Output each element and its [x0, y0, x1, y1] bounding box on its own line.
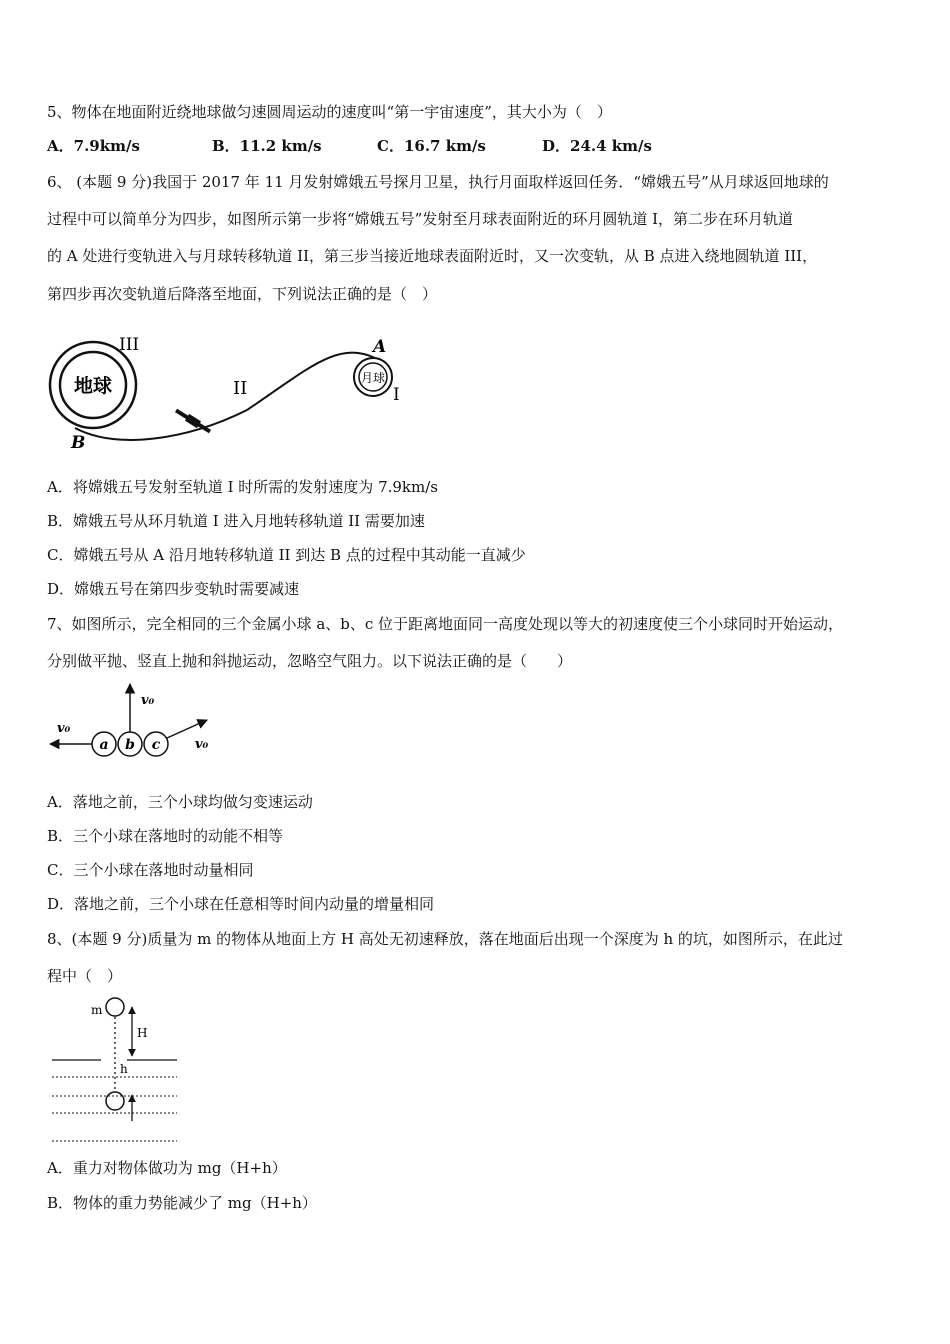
velocity-up-label: v₀: [141, 693, 155, 708]
q5-option-b: B．11.2 km/s: [212, 137, 322, 155]
q6-stem-line-3: 的 A 处进行变轨进入与月球转移轨道 II，第三步当接近地球表面附近时，又一次变轨，从 B 点进入绕地圆轨道 III，: [47, 247, 818, 265]
q6-stem-line-1: 6、 (本题 9 分)我国于 2017 年 11 月发射嫦娥五号探月卫星，执行月面取样返回任务．“嫦娥五号”从月球返回地球的: [47, 173, 829, 191]
q6-option-c: C．嫦娥五号从 A 沿月地转移轨道 II 到达 B 点的过程中其动能一直减少: [47, 546, 526, 564]
ball-a-label: a: [99, 737, 109, 753]
q7-stem-line-1: 7、如图所示，完全相同的三个金属小球 a、b、c 位于距离地面同一高度处现以等大的初速度使三个小球同时开始运动，: [47, 615, 844, 633]
q6-stem-line-2: 过程中可以简单分为四步，如图所示第一步将“嫦娥五号”发射至月球表面附近的环月圆轨道 I，第二步在环月轨道: [47, 210, 794, 228]
point-b-label: B: [71, 433, 86, 453]
q5-option-d: D．24.4 km/s: [542, 137, 652, 155]
arrow-diagonal: [167, 720, 207, 738]
projectile-balls-diagram: [47, 680, 217, 760]
q5-options: [47, 135, 747, 155]
mass-label: m: [91, 1003, 103, 1017]
q6-stem-line-4: 第四步再次变轨道后降落至地面，下列说法正确的是（ ）: [47, 285, 438, 303]
q5-option-a: A．7.9km/s: [47, 137, 140, 155]
q6-option-a: A．将嫦娥五号发射至轨道 I 时所需的发射速度为 7.9km/s: [47, 478, 438, 496]
earth-moon-orbit-diagram: [47, 330, 417, 455]
earth-label: 地球: [73, 375, 113, 397]
q5-stem: 5、物体在地面附近绕地球做匀速圆周运动的速度叫“第一宇宙速度”，其大小为（ ）: [47, 103, 612, 121]
orbit-2-label: II: [233, 378, 248, 399]
ball-c-label: c: [151, 737, 161, 753]
depth-label: h: [120, 1062, 128, 1076]
height-label: H: [137, 1026, 148, 1040]
moon-label: 月球: [360, 371, 386, 385]
q6-option-d: D．嫦娥五号在第四步变轨时需要减速: [47, 580, 300, 598]
q7-stem-line-2: 分别做平抛、竖直上抛和斜抛运动，忽略空气阻力。以下说法正确的是（ ）: [47, 652, 573, 670]
q7-option-b: B．三个小球在落地时的动能不相等: [47, 827, 284, 845]
q7-option-d: D．落地之前，三个小球在任意相等时间内动量的增量相同: [47, 895, 435, 913]
q7-option-a: A．落地之前，三个小球均做匀变速运动: [47, 793, 313, 811]
mass-ball-top: [106, 998, 124, 1016]
orbit-1-label: I: [393, 385, 400, 405]
q7-option-c: C．三个小球在落地时动量相同: [47, 861, 254, 879]
q8-stem-line-2: 程中（ ）: [47, 967, 123, 985]
q8-option-a: A．重力对物体做功为 mg（H+h）: [47, 1159, 287, 1177]
velocity-right-label: v₀: [195, 737, 209, 752]
point-a-label: A: [373, 337, 387, 357]
falling-mass-diagram: [47, 995, 187, 1145]
q6-option-b: B．嫦娥五号从环月轨道 I 进入月地转移轨道 II 需要加速: [47, 512, 425, 530]
ball-b-label: b: [125, 737, 135, 753]
mass-ball-bottom: [106, 1092, 124, 1110]
q8-stem-line-1: 8、(本题 9 分)质量为 m 的物体从地面上方 H 高处无初速释放，落在地面后出现一个深度为 h 的坑，如图所示，在此过: [47, 930, 843, 948]
velocity-left-label: v₀: [57, 721, 71, 736]
q8-option-b: B．物体的重力势能减少了 mg（H+h）: [47, 1194, 317, 1212]
q5-option-c: C．16.7 km/s: [377, 137, 486, 155]
orbit-3-label: III: [119, 335, 140, 355]
